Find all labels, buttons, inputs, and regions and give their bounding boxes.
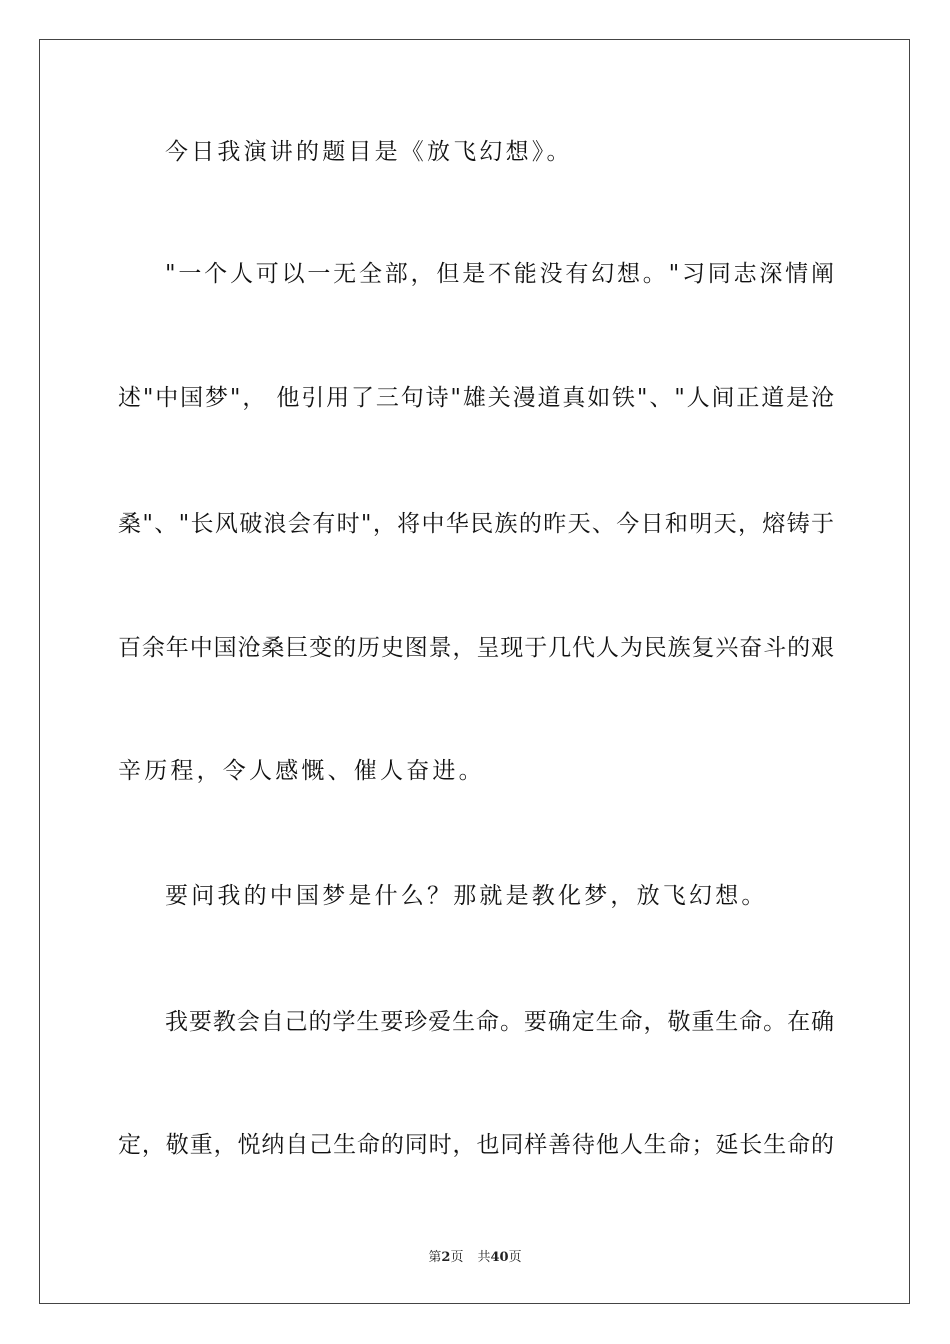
footer-page-suffix: 页 — [450, 1250, 464, 1265]
paragraph-line-8: 我要教会自己的学生要珍爱生命。要确定生命，敬重生命。在确 — [165, 1009, 834, 1035]
paragraph-line-4: 桑"、"长风破浪会有时"，将中华民族的昨天、今日和明天，熔铸于 — [118, 511, 834, 537]
paragraph-line-5: 百余年中国沧桑巨变的历史图景，呈现于几代人为民族复兴奋斗的艰 — [118, 635, 834, 661]
page-border — [39, 39, 910, 1304]
footer-page-number: 2 — [441, 1250, 451, 1265]
paragraph-line-9: 定，敬重，悦纳自己生命的同时，也同样善待他人生命；延长生命的 — [118, 1132, 834, 1158]
page-footer — [0, 1246, 950, 1265]
footer-page-prefix: 第 — [428, 1250, 442, 1265]
paragraph-line-3: 述"中国梦"， 他引用了三句诗"雄关漫道真如铁"、"人间正道是沧 — [118, 385, 834, 411]
paragraph-line-7: 要问我的中国梦是什么？那就是教化梦，放飞幻想。 — [165, 883, 768, 909]
footer-total-pages: 40 — [490, 1250, 509, 1265]
footer-total-suffix: 页 — [508, 1250, 522, 1265]
paragraph-line-6: 辛历程，令人感慨、催人奋进。 — [118, 758, 485, 784]
paragraph-line-1: 今日我演讲的题目是《放飞幻想》。 — [165, 139, 573, 165]
paragraph-line-2: "一个人可以一无全部，但是不能没有幻想。"习同志深情阐 — [165, 261, 834, 287]
footer-total-prefix: 共 — [477, 1250, 491, 1265]
